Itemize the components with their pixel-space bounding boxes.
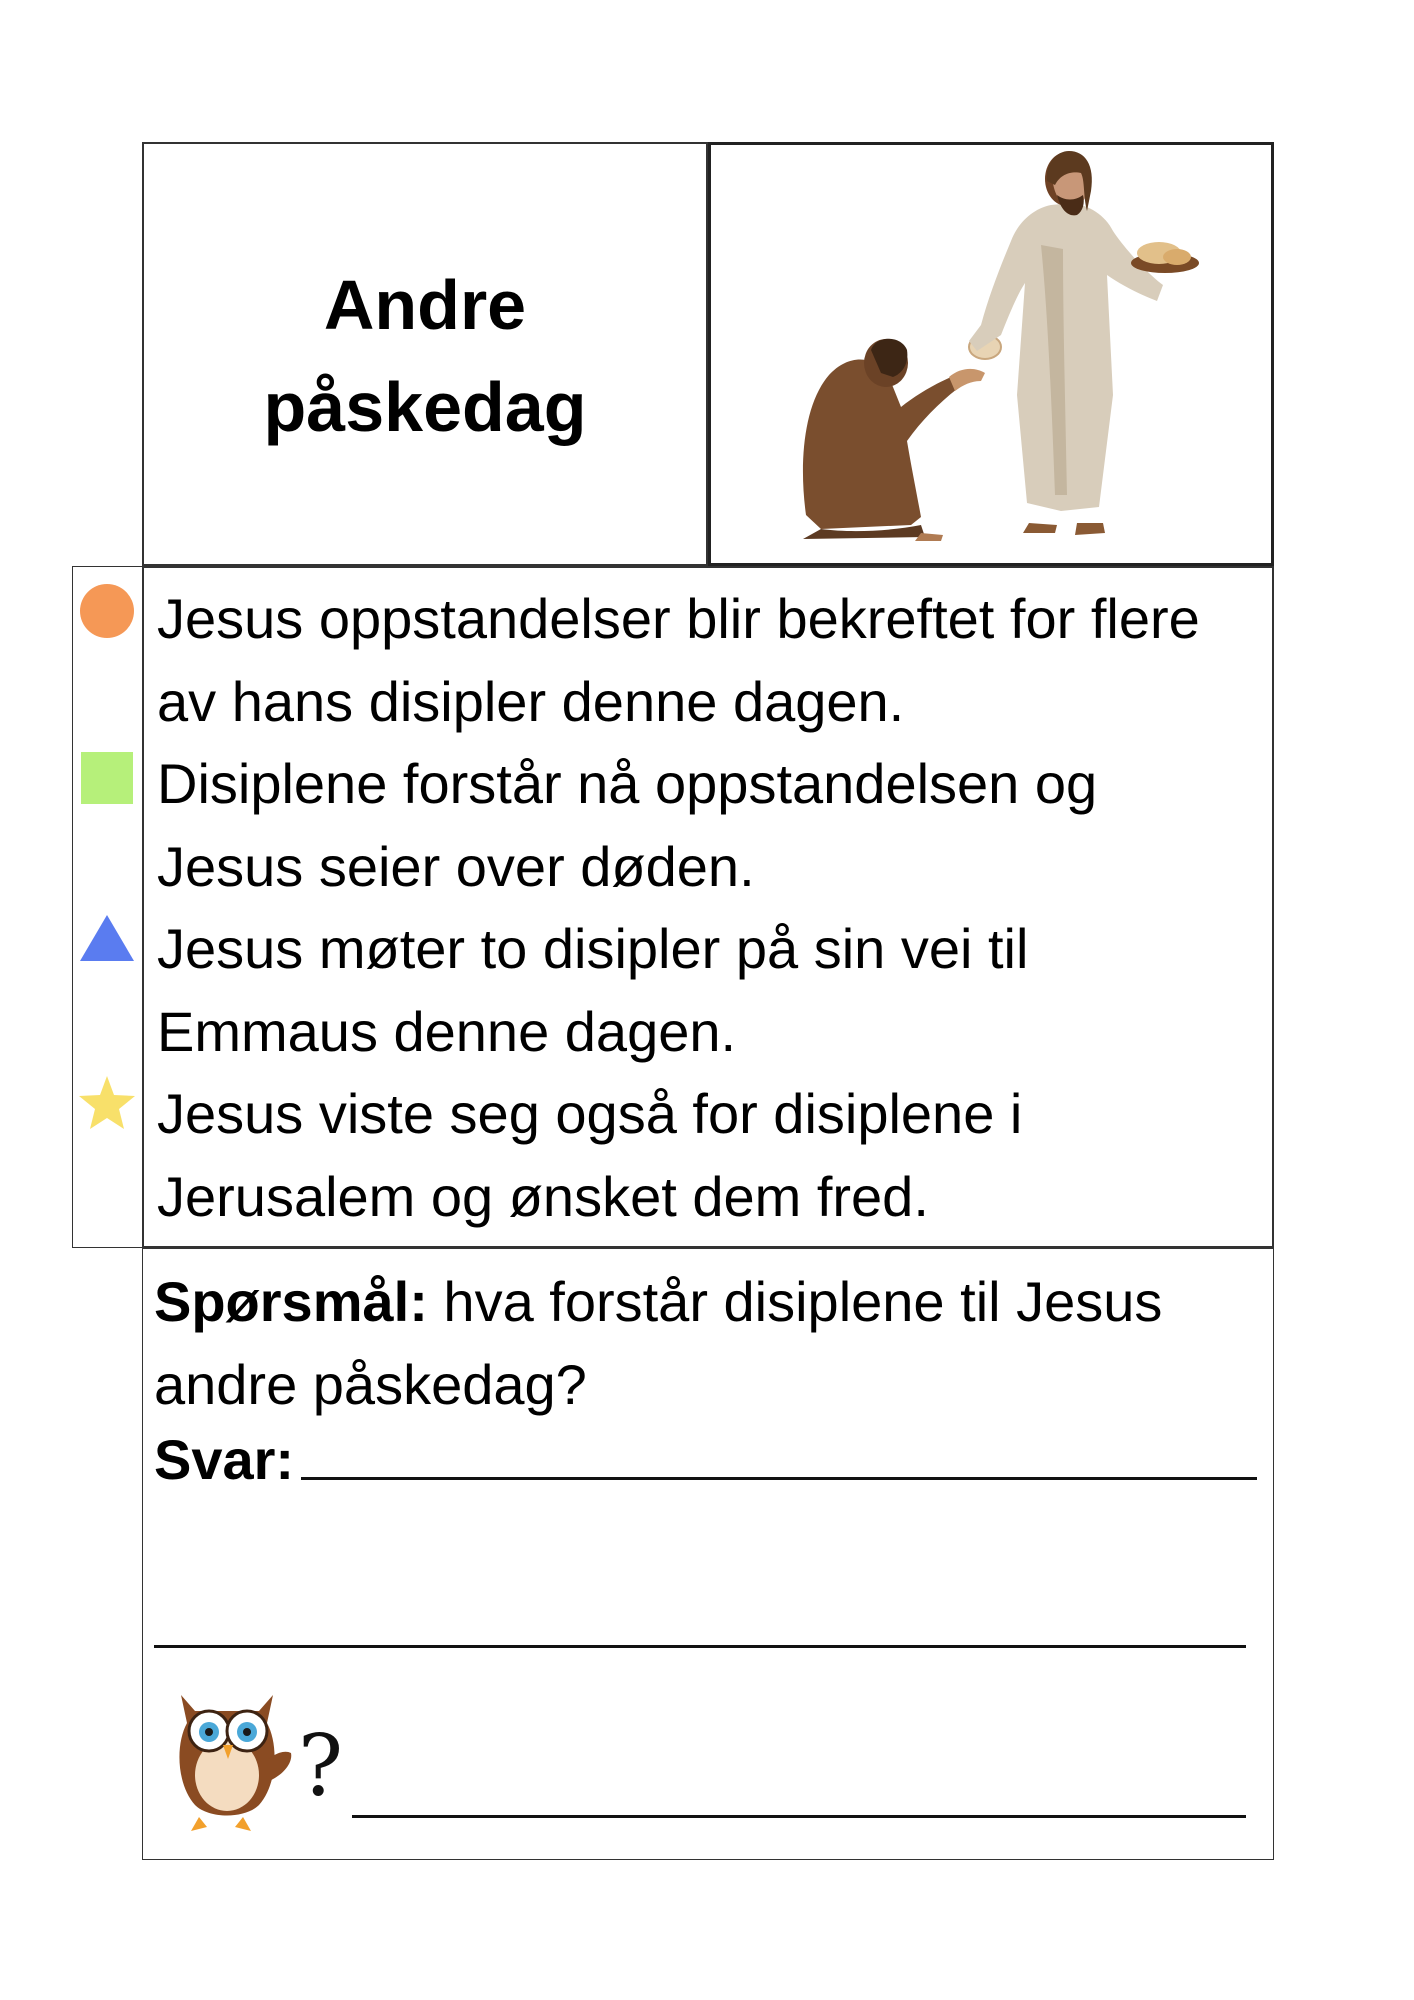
blue-triangle-icon: [80, 915, 134, 961]
green-square-icon: [81, 752, 133, 804]
yellow-star-icon: [79, 1076, 135, 1129]
answer-label: Svar:: [154, 1428, 295, 1491]
question-text: [154, 1261, 1264, 1426]
facts-list: [157, 578, 1257, 1238]
answer-line-3[interactable]: [352, 1815, 1246, 1818]
kneeling-man-figure: [803, 339, 985, 541]
owl-question-mark: ?: [298, 1717, 344, 1815]
jesus-sharing-bread-illustration: [711, 145, 1271, 563]
symbol-column: [72, 566, 143, 1248]
illustration-card: [708, 142, 1274, 566]
fact-item: Jesus viste seg også for disiplene i Jerusalem og ønsket dem fred.: [157, 1082, 1023, 1228]
title-card: [142, 142, 708, 566]
owl-icon: [159, 1675, 299, 1835]
question-box: [142, 1248, 1274, 1860]
orange-circle-icon: [80, 584, 134, 638]
bread-basket: [1131, 242, 1199, 273]
fact-item: Jesus møter to disipler på sin vei til Emmaus denne dagen.: [157, 917, 1029, 1063]
answer-line-2[interactable]: [154, 1645, 1246, 1648]
page-title: Andre påskedag: [263, 266, 587, 446]
facts-box: [142, 566, 1274, 1248]
question-body: hva forstår disiplene til Jesus andre påskedag?: [154, 1270, 1163, 1416]
fact-item: Disiplene forstår nå oppstandelsen og Jesus seier over døden.: [157, 752, 1098, 898]
answer-line-1[interactable]: [301, 1477, 1257, 1480]
question-label: Spørsmål:: [154, 1270, 428, 1333]
fact-item: Jesus oppstandelser blir bekreftet for flere av hans disipler denne dagen.: [157, 587, 1200, 733]
